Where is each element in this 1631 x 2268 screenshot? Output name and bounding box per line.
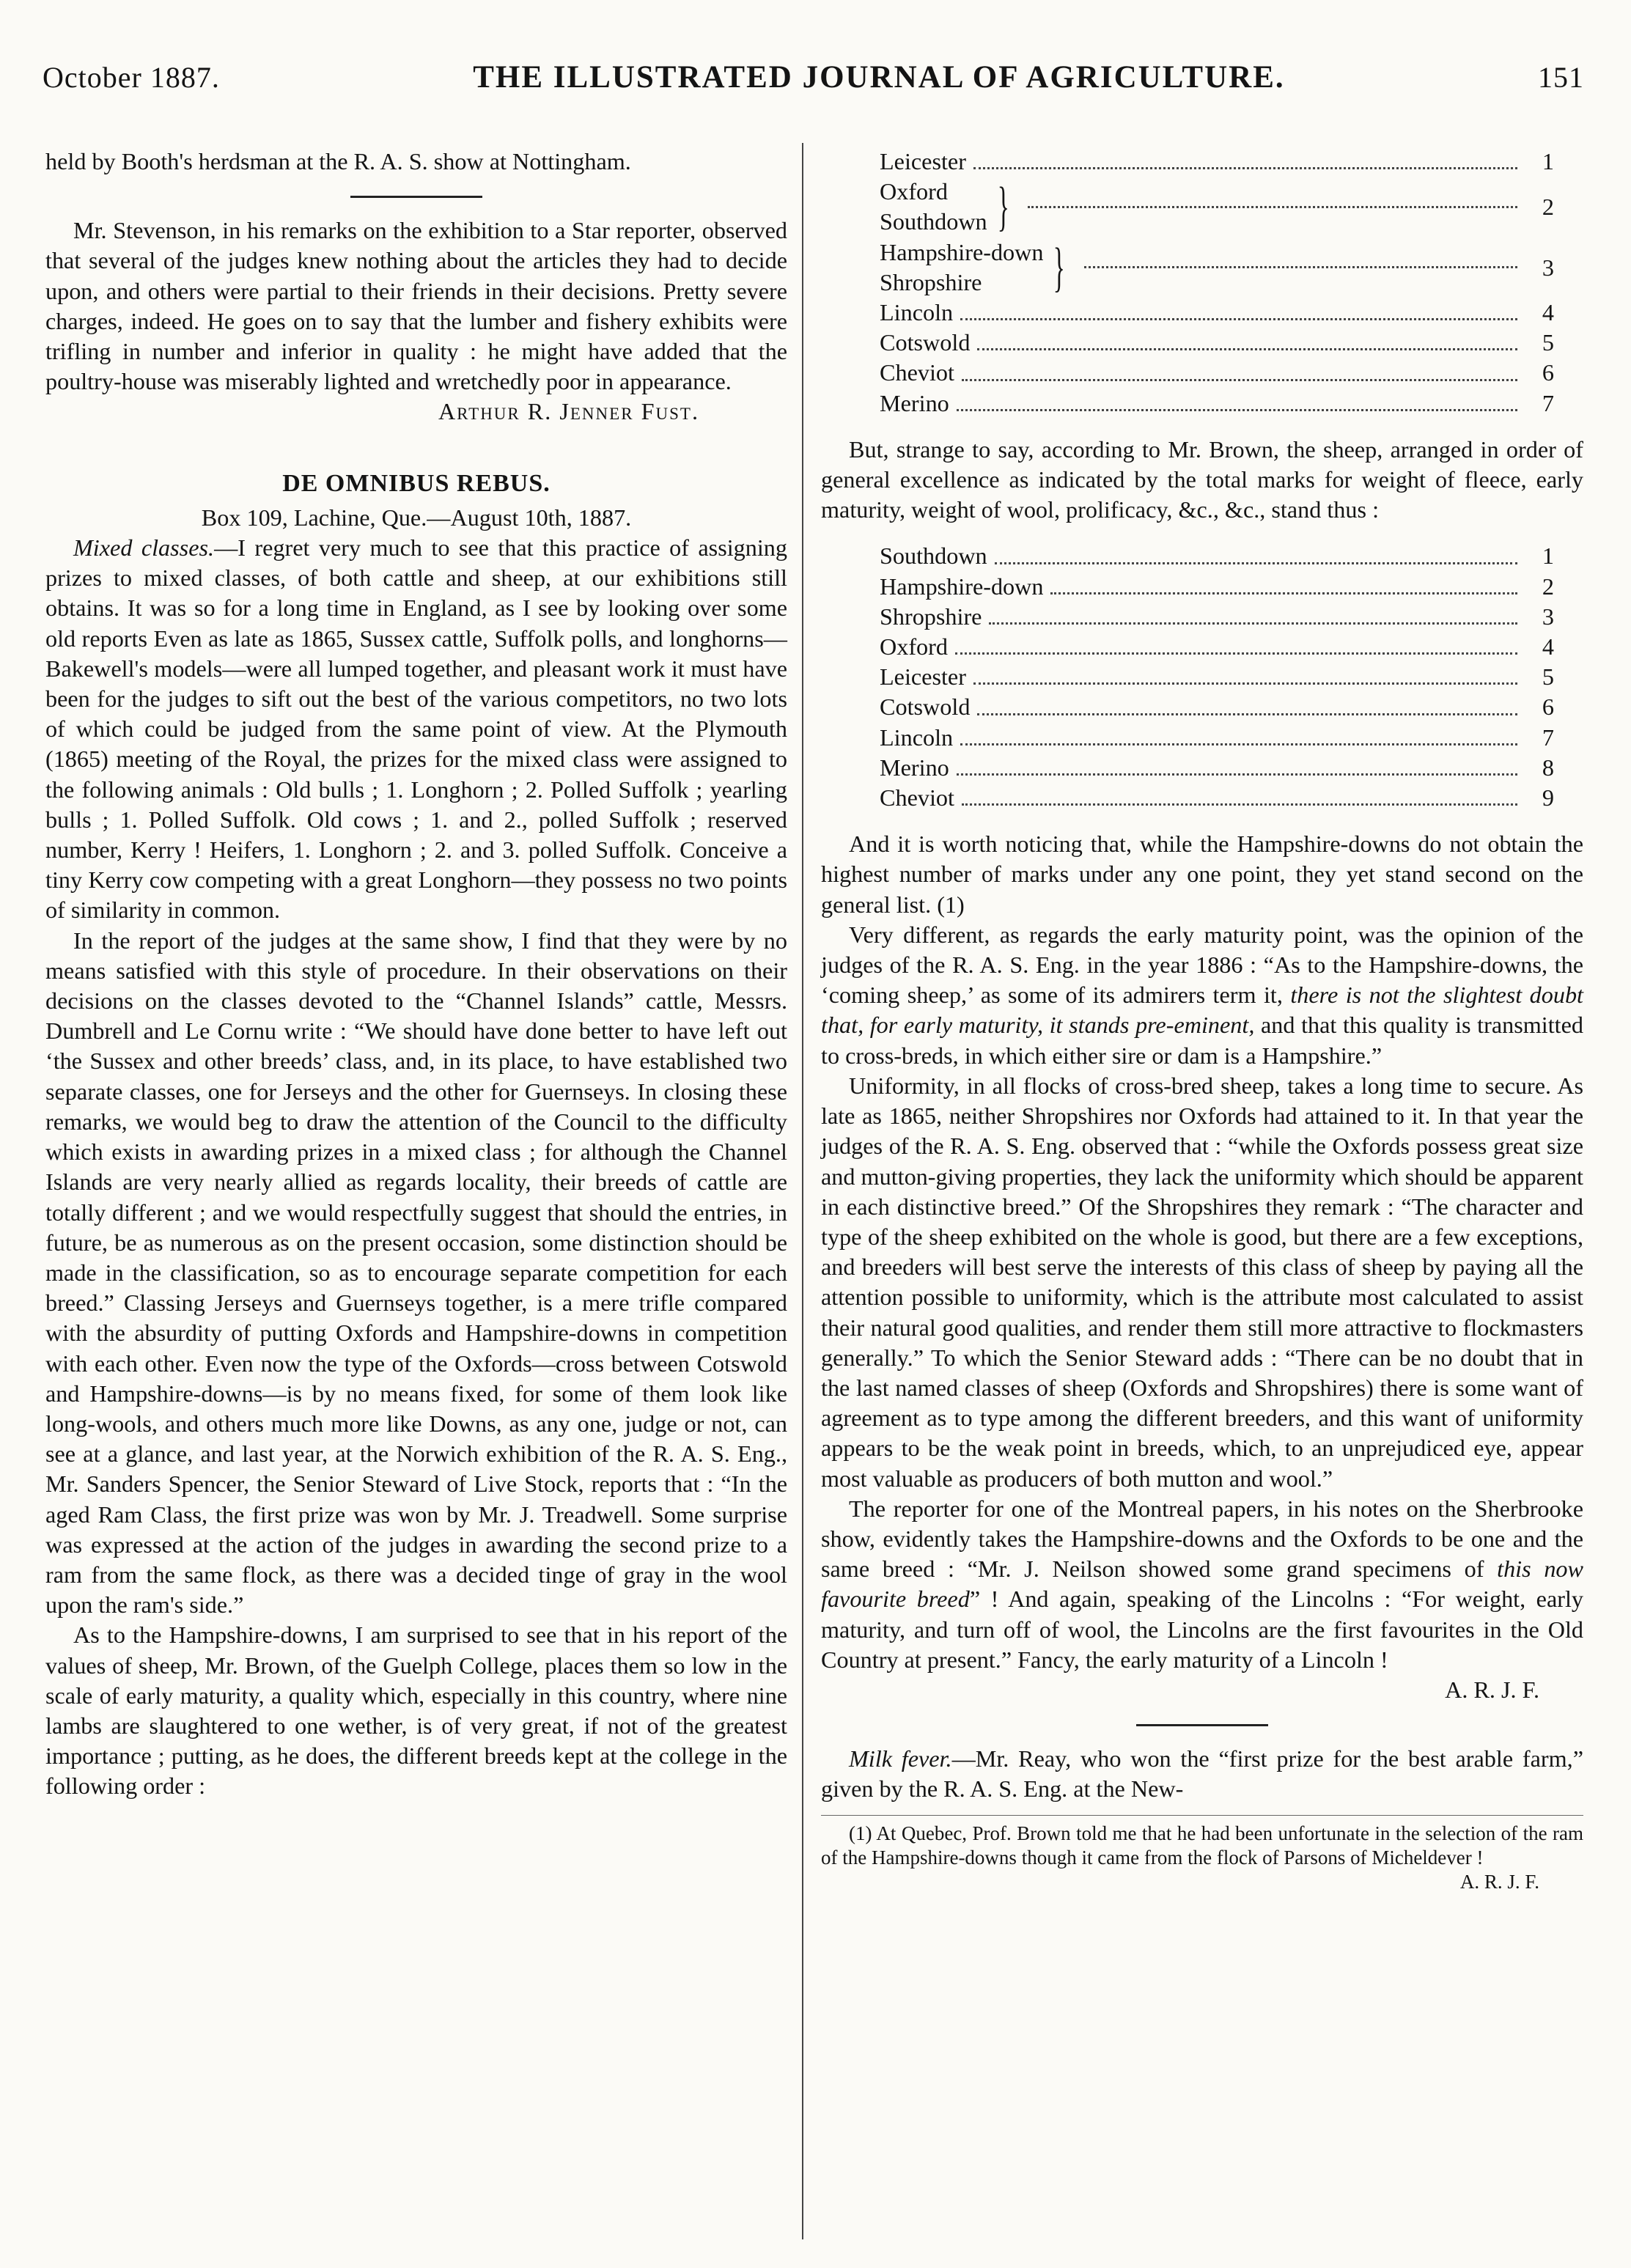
hampshire-paragraph: As to the Hampshire-downs, I am surprised to see that in his report of the values of sheep, Mr. Brown, of the Guelph College, places them so low in the scale of early maturity, a quality which, especially in this country, where nine lambs are slaughtered to one wether, is of very great, if not of the greatest importance ; putting, as he does, the different breeds kept at the college in the following order : bbox=[45, 1621, 787, 1800]
intro-paragraph: held by Booth's herdsman at the R. A. S. show at Nottingham. bbox=[45, 148, 631, 174]
uniformity-paragraph: Uniformity, in all flocks of cross-bred sheep, takes a long time to secure. As late as 1865, neither Shropshires nor Oxfords had attained to it. In that year the judges of the R. A. S. Eng. observed that : “while the Oxfords possess great size and mutton-giving properties, they lack the uniformity which should be apparent in each distinctive breed.” Of the Shropshires they remark : “The character and type of the sheep exhibited on the whole is good, but there are a few exceptions, and breeders will best serve the interests of this class of sheep by paying all the attention possible to uniformity, which is the attribute most calculated to assist their natural good qualities, and render them still more attractive to flockmasters generally.” To which the Senior Steward adds : “There can be no doubt that in the last named classes of sheep (Oxfords and Shropshires) there is some want of agreement as to type among the different breeders, and this want of uniformity appears to be the weak point in breeds, which, to an unprejudiced eye, appear most valuable as producers of both mutton and wool.” bbox=[821, 1072, 1583, 1492]
list-item: Oxford 4 bbox=[880, 633, 1554, 660]
milk-fever-paragraph: Milk fever.—Mr. Reay, who won the “first prize for the best arable farm,” given by the R. A. S. Eng. at the New- bbox=[821, 1745, 1583, 1803]
list-item: Hampshire-down Shropshire } 3 bbox=[880, 237, 1554, 298]
list-item: Shropshire 3 bbox=[880, 603, 1554, 630]
page-header bbox=[43, 51, 1584, 103]
list-item: Oxford Southdown } 2 bbox=[880, 177, 1554, 238]
judges-report-paragraph: In the report of the judges at the same show, I find that they were by no means satisfied with this style of procedure. In their observations on their decisions on the classes devoted to the “Channel Islands” cattle, Messrs. Dumbrell and Le Cornu write : “We should have done better to have left out ‘the Sussex and other breeds’ class, and, in its place, to have established two separate classes, one for Jerseys and the other for Guernseys. In closing these remarks, we would beg to draw the attention of the Council to the difficulty which exists in awarding prizes in a mixed class ; for although the Channel Islands are very nearly allied as regards locality, their breeds of cattle are totally different ; and we would respectfully suggest that should the entries, in future, be as numerous as on the present occasion, some distinction should be made in the classification, so as to encourage separate competition for each breed.” Classing Jerseys and Guernseys together, is a mere trifle compared with the absurdity of putting Oxfords and Hampshire-downs in competition with each other. Even now the type of the Oxfords—cross between Cotswold and Hampshire-downs—is by no means fixed, for some of them look like long-wools, and others much more like Downs, as any one, judge or not, can see at a glance, and last year, at the Norwich exhibition of the R. A. S. Eng., Mr. Sanders Spencer, the Senior Steward of Live Stock, reports that : “In the aged Ram Class, the first prize was won by Mr. J. Treadwell. Some surprise was expressed at the action of the judges in awarding the second prize to a ram from the same flock, as there was a decided tinge of gray in the wool upon the ram's side.” bbox=[45, 927, 787, 1619]
footnote-signature: A. R. J. F. bbox=[1459, 1870, 1539, 1893]
reporter-paragraph: The reporter for one of the Montreal papers, in his notes on the Sherbrooke show, evidently takes the Hampshire-downs and the Oxfords to be one and the same breed : “Mr. J. Neilson showed some grand specimens of this now favourite breed” ! And again, speaking of the Lincolns : “For weight, early maturity, and turn off of wool, the Lincolns are the first favourites in the Old Country at present.” Fancy, the early maturity of a Lincoln ! bbox=[821, 1495, 1583, 1673]
early-maturity-paragraph: Very different, as regards the early maturity point, was the opinion of the judges of the R. A. S. Eng. in the year 1886 : “As to the Hampshire-downs, the ‘coming sheep,’ as some of its admirers term it, there is not the slightest doubt that, for early maturity, it stands pre-eminent, and that this quality is transmitted to cross-breds, in which either sire or dam is a Hampshire.” bbox=[821, 921, 1583, 1069]
section-rule bbox=[1136, 1724, 1268, 1726]
section-rule bbox=[350, 196, 482, 198]
milk-fever-label: Milk fever. bbox=[849, 1745, 952, 1772]
list-item: Merino 8 bbox=[880, 754, 1554, 781]
page-number: 151 bbox=[1538, 60, 1584, 94]
list-item: Cheviot 6 bbox=[880, 359, 1554, 386]
column-divider bbox=[802, 143, 803, 2239]
list-item: Southdown 1 bbox=[880, 542, 1554, 570]
brace-glyph: } bbox=[997, 177, 1009, 238]
signature-arjf: A. R. J. F. bbox=[1445, 1676, 1539, 1703]
list-item: Hampshire-down 2 bbox=[880, 572, 1554, 600]
mixed-classes-label: Mixed classes. bbox=[73, 534, 215, 562]
stevenson-paragraph: Mr. Stevenson, in his remarks on the exhibition to a Star reporter, observed that several of the judges knew nothing about the articles they had to decide upon, and others were partial to their friends in their decisions. Pretty severe charges, indeed. He goes on to say that the lumber and fishery exhibits were trifling in number and inferior in quality : he might have added that the poultry-house was miserably lighted and wretchedly poor in appearance. bbox=[45, 217, 787, 395]
list-item: Cheviot 9 bbox=[880, 784, 1554, 811]
breed-list-excellence bbox=[880, 541, 1554, 813]
left-column bbox=[45, 147, 787, 1802]
article-heading: DE OMNIBUS REBUS. bbox=[282, 469, 551, 497]
mixed-classes-paragraph bbox=[45, 533, 787, 926]
breed-list-brown bbox=[880, 147, 1554, 419]
mixed-classes-text: —I regret very much to see that this practice of assigning prizes to mixed classes, of both cattle and sheep, at our exhibitions still obtains. It was so for a long time in England, as I see by looking over some old reports Even as late as 1865, Sussex cattle, Suffolk polls, and longhorns—Bakewell's models—were all lumped together, and pleasant work it must have been for the judges to sift out the best of the various competitors, no two lots of which could be judged from the same point of view. At the Plymouth (1865) meeting of the Royal, the prizes for the mixed class were assigned to the following animals : Old bulls ; 1. Longhorn ; 2. Polled Suffolk ; yearling bulls ; 1. Polled Suffolk. Old cows ; 1. and 2., polled Suffolk ; reserved number, Kerry ! Heifers, 1. Longhorn ; 2. and 3. polled Suffolk. Conceive a tiny Kerry cow competing with a great Longhorn—they possess no two points of similarity in common. bbox=[45, 534, 787, 924]
article-dateline: Box 109, Lachine, Que.—August 10th, 1887. bbox=[201, 504, 632, 531]
list-item: Leicester 5 bbox=[880, 663, 1554, 691]
list-item: Cotswold 6 bbox=[880, 693, 1554, 721]
strange-paragraph: But, strange to say, according to Mr. Brown, the sheep, arranged in order of general excellence as indicated by the total marks for weight of fleece, early maturity, weight of wool, prolificacy, &c., &c., stand thus : bbox=[821, 435, 1583, 523]
brace-glyph: } bbox=[1053, 237, 1066, 298]
list-item: Lincoln 7 bbox=[880, 724, 1554, 751]
worth-noticing-paragraph: And it is worth noticing that, while the Hampshire-downs do not obtain the highest number of marks under any one point, they yet stand second on the general list. (1) bbox=[821, 831, 1583, 918]
list-item: Lincoln 4 bbox=[880, 299, 1554, 326]
list-item: Merino 7 bbox=[880, 389, 1554, 416]
signature-fust: Arthur R. Jenner Fust. bbox=[438, 398, 699, 425]
header-date: October 1887. bbox=[43, 60, 220, 94]
footnote: (1) At Quebec, Prof. Brown told me that he had been unfortunate in the selection of the ram of the Hampshire-downs though it came from the flock of Parsons of Micheldever ! A. R. J. F. bbox=[821, 1815, 1583, 1894]
list-item: Leicester 1 bbox=[880, 148, 1554, 174]
list-item: Cotswold 5 bbox=[880, 329, 1554, 356]
journal-title: THE ILLUSTRATED JOURNAL OF AGRICULTURE. bbox=[473, 59, 1285, 95]
right-column bbox=[821, 147, 1583, 1894]
